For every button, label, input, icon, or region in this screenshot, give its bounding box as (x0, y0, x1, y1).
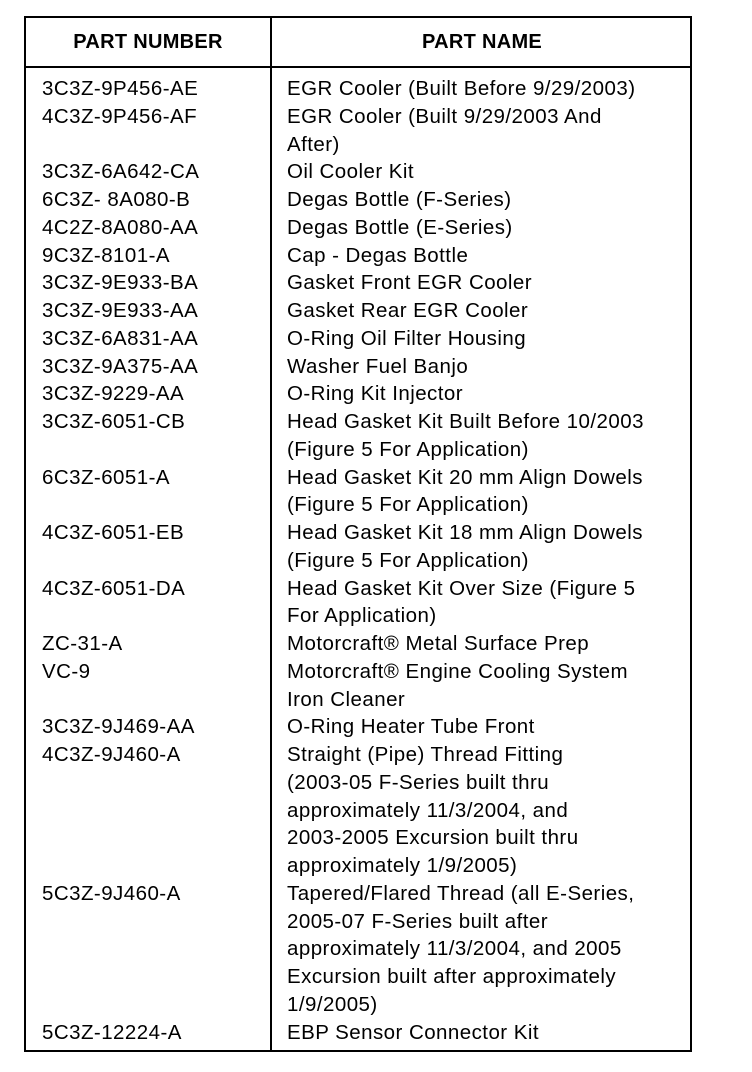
table-row (26, 658, 690, 714)
part-number-cell: 4C3Z-9J460-A (42, 743, 181, 766)
header-part-name: PART NAME (421, 31, 543, 53)
part-name-line: (Figure 5 For Application) (287, 437, 529, 461)
header-row (26, 18, 690, 68)
part-name-line: Tapered/Flared Thread (all E-Series, (287, 881, 635, 905)
part-name-line: EGR Cooler (Built Before 9/29/2003) (287, 77, 636, 100)
part-number-cell: 3C3Z-6A642-CA (42, 160, 200, 184)
part-name-line: Gasket Front EGR Cooler (287, 271, 533, 295)
part-number-cell: 4C3Z-9P456-AF (42, 104, 198, 128)
part-number-cell: 9C3Z-8101-A (42, 243, 171, 267)
part-name-cell (270, 713, 690, 741)
part-name-cell (270, 464, 690, 520)
part-name-line: Cap - Degas Bottle (287, 243, 469, 267)
table-row (26, 75, 690, 103)
part-number-cell: ZC-31-A (42, 632, 123, 655)
part-number-cell: 4C3Z-6051-DA (42, 576, 186, 600)
part-name-line: Degas Bottle (F-Series) (287, 188, 512, 211)
part-number-cell: 5C3Z-12224-A (42, 1020, 182, 1044)
part-name-line: 1/9/2005) (287, 992, 378, 1016)
part-name-line: (2003-05 F-Series built thru (287, 770, 550, 794)
part-name-line: Gasket Rear EGR Cooler (287, 299, 529, 322)
part-name-cell (270, 214, 690, 242)
part-name-line: Straight (Pipe) Thread Fitting (287, 743, 564, 766)
table-row (26, 325, 690, 353)
part-name-line: Excursion built after approximately (287, 965, 617, 988)
table-body (26, 75, 690, 1046)
part-name-line: 2003-2005 Excursion built thru (287, 826, 579, 850)
part-name-cell (270, 380, 690, 408)
header-part-number: PART NUMBER (73, 31, 223, 53)
part-name-line: Motorcraft® Engine Cooling System (287, 659, 629, 683)
part-name-cell (270, 103, 690, 159)
part-name-line: After) (287, 132, 340, 156)
part-number-cell: 6C3Z- 8A080-B (42, 188, 191, 211)
part-name-line: Head Gasket Kit Over Size (Figure 5 (287, 576, 636, 600)
table-row (26, 713, 690, 741)
part-name-line: Head Gasket Kit Built Before 10/2003 (287, 410, 644, 433)
table-row (26, 242, 690, 270)
part-number-cell: 5C3Z-9J460-A (42, 881, 181, 905)
part-name-cell (270, 658, 690, 714)
table-row (26, 297, 690, 325)
part-number-cell: 3C3Z-9229-AA (42, 382, 185, 406)
part-name-cell (270, 242, 690, 270)
part-number-cell: 3C3Z-6A831-AA (42, 326, 199, 350)
part-name-cell (270, 186, 690, 214)
part-name-cell (270, 325, 690, 353)
table-row (26, 575, 690, 631)
table-row (26, 464, 690, 520)
part-name-line: EGR Cooler (Built 9/29/2003 And (287, 104, 602, 128)
part-name-line: O-Ring Heater Tube Front (287, 715, 535, 739)
part-name-cell (270, 741, 690, 880)
part-number-cell: 3C3Z-9E933-BA (42, 271, 199, 295)
part-name-line: (Figure 5 For Application) (287, 493, 529, 517)
part-name-line: Iron Cleaner (287, 687, 406, 711)
table-row (26, 103, 690, 159)
part-name-cell (270, 519, 690, 575)
part-name-line: approximately 11/3/2004, and 2005 (287, 937, 622, 961)
part-name-line: Motorcraft® Metal Surface Prep (287, 632, 590, 655)
part-name-cell (270, 1019, 690, 1047)
part-name-cell (270, 158, 690, 186)
part-name-line: approximately 1/9/2005) (287, 854, 518, 877)
part-name-line: Head Gasket Kit 20 mm Align Dowels (287, 465, 643, 489)
table-row (26, 519, 690, 575)
part-name-cell (270, 75, 690, 103)
part-name-cell (270, 880, 690, 1019)
table-row (26, 186, 690, 214)
part-name-cell (270, 353, 690, 381)
table-row (26, 408, 690, 464)
table-row (26, 269, 690, 297)
part-number-cell: 3C3Z-9A375-AA (42, 354, 199, 378)
part-name-line: 2005-07 F-Series built after (287, 909, 549, 933)
table-row (26, 353, 690, 381)
part-name-cell (270, 269, 690, 297)
parts-table (24, 16, 692, 1052)
part-name-line: (Figure 5 For Application) (287, 548, 529, 572)
table-row (26, 630, 690, 658)
part-name-cell (270, 630, 690, 658)
part-number-cell: 3C3Z-6051-CB (42, 410, 186, 433)
part-number-cell: 6C3Z-6051-A (42, 465, 171, 489)
part-name-line: Degas Bottle (E-Series) (287, 215, 513, 239)
table-row (26, 880, 690, 1019)
part-name-line: EBP Sensor Connector Kit (287, 1020, 539, 1044)
part-name-line: O-Ring Kit Injector (287, 382, 464, 406)
table-row (26, 214, 690, 242)
part-name-line: Head Gasket Kit 18 mm Align Dowels (287, 521, 643, 544)
part-number-cell: VC-9 (42, 659, 91, 683)
table-row (26, 380, 690, 408)
part-name-line: O-Ring Oil Filter Housing (287, 326, 527, 350)
part-number-cell: 3C3Z-9E933-AA (42, 299, 199, 322)
part-name-cell (270, 575, 690, 631)
part-number-cell: 3C3Z-9J469-AA (42, 715, 195, 739)
part-number-cell: 4C3Z-6051-EB (42, 521, 185, 544)
part-name-cell (270, 297, 690, 325)
table-row (26, 158, 690, 186)
part-name-line: For Application) (287, 604, 437, 628)
part-name-line: Washer Fuel Banjo (287, 354, 469, 378)
table-row (26, 741, 690, 880)
part-name-cell (270, 408, 690, 464)
part-number-cell: 4C2Z-8A080-AA (42, 215, 199, 239)
part-number-cell: 3C3Z-9P456-AE (42, 77, 199, 100)
part-name-line: Oil Cooler Kit (287, 160, 415, 184)
part-name-line: approximately 11/3/2004, and (287, 798, 569, 822)
table-row (26, 1019, 690, 1047)
